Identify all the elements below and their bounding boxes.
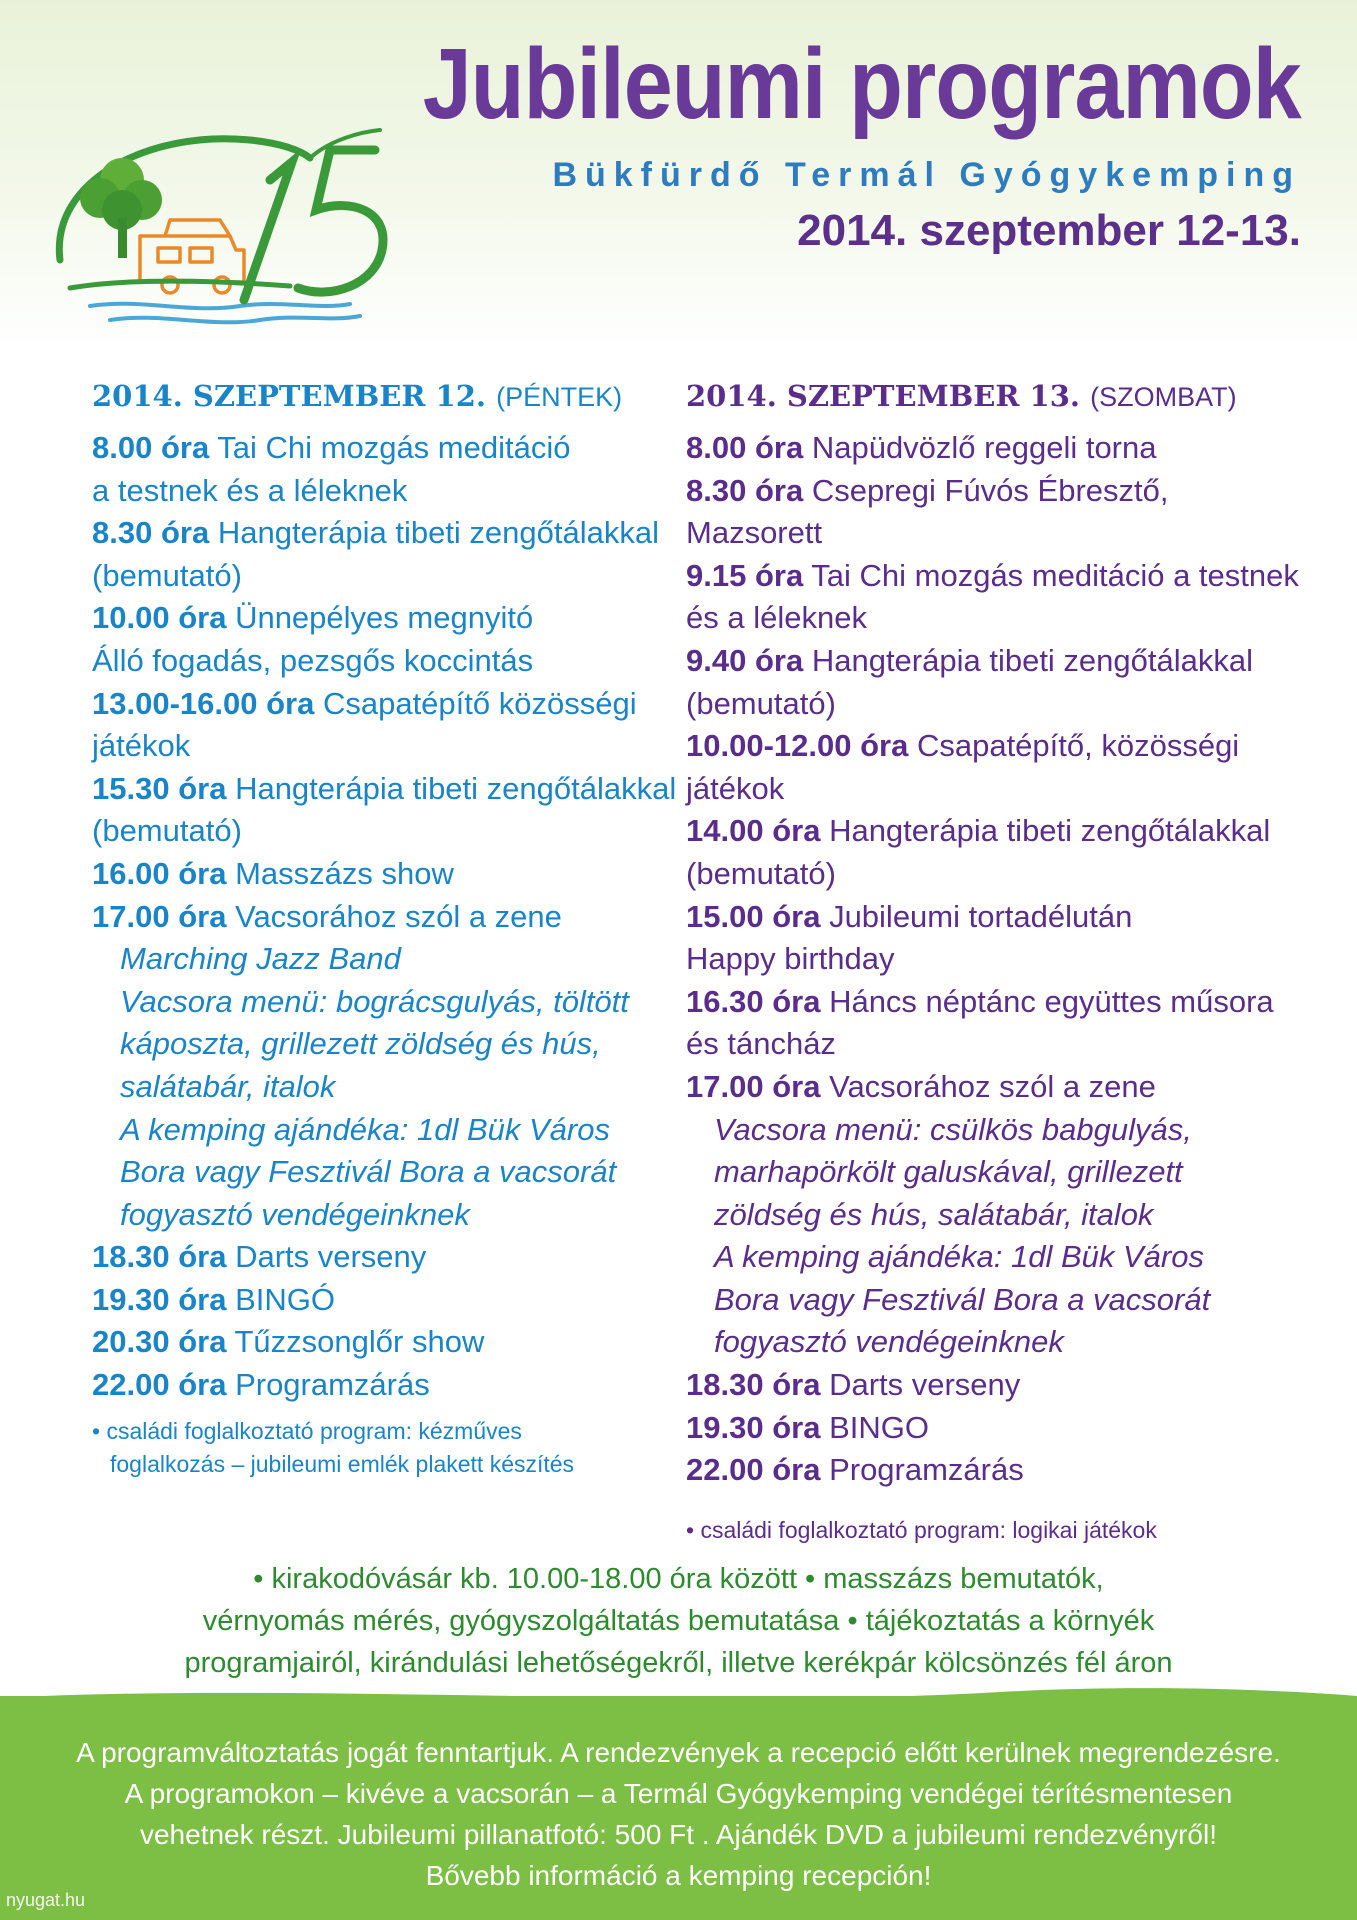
common-line: vérnyomás mérés, gyógyszolgáltatás bemutatása • tájékoztatás a környék (202, 1605, 1155, 1637)
day2-date: 2014. SZEPTEMBER 13. (686, 379, 1080, 413)
event-item (686, 1364, 1286, 1407)
event-text: Vacsorához szól a zene (829, 1068, 1156, 1104)
event-item (686, 810, 1286, 895)
dinner-line: Bora vagy Fesztivál Bora a vacsorát (714, 1281, 1211, 1317)
event-text: Hangterápia tibeti zengőtálakkal (829, 813, 1271, 849)
event-item (686, 555, 1299, 640)
event-text: Csapatépítő, közösségi (916, 728, 1240, 764)
day1-heading (92, 376, 692, 417)
event-text: Tai Chi mozgás meditáció (217, 430, 571, 465)
event-time: 16.30 óra (686, 983, 821, 1019)
event-item (92, 896, 692, 939)
event-text: (bemutató) (686, 685, 836, 721)
event-item (92, 1279, 692, 1322)
event-time: 9.15 óra (686, 557, 804, 593)
event-text: Ünnepélyes megnyitó (235, 600, 534, 636)
event-time: 17.00 óra (686, 1068, 821, 1104)
footer-line: Bővebb információ a kemping recepción! (425, 1860, 932, 1891)
event-text: Vacsorához szól a zene (235, 898, 562, 934)
dinner-details (686, 1109, 1286, 1365)
day2-weekday: (SZOMBAT) (1090, 382, 1237, 412)
dinner-line: Vacsora menü: csülkös babgulyás, (714, 1111, 1192, 1147)
event-text: játékok (92, 728, 191, 764)
event-time: 15.30 óra (92, 770, 227, 806)
dinner-line: marhapörkölt galuskával, grillezett (714, 1154, 1183, 1190)
footer-line: A programokon – kivéve a vacsorán – a Termál Gyógykemping vendégei térítésmentesen (124, 1778, 1233, 1809)
event-text: BINGÓ (235, 1281, 335, 1317)
event-time: 22.00 óra (92, 1367, 227, 1403)
event-time: 9.40 óra (686, 642, 804, 678)
dinner-line: Marching Jazz Band (120, 941, 401, 977)
event-time: 15.00 óra (686, 898, 821, 934)
event-text: Jubileumi tortadélután (829, 898, 1133, 934)
event-time: 8.30 óra (686, 472, 804, 508)
event-time: 16.00 óra (92, 855, 227, 891)
event-time: 19.30 óra (92, 1281, 227, 1317)
event-time: 8.30 óra (92, 515, 210, 551)
event-item (686, 640, 1286, 725)
event-time: 22.00 óra (686, 1452, 821, 1488)
event-time: 19.30 óra (686, 1409, 821, 1445)
event-text: Csepregi Fúvós Ébresztő, (811, 472, 1169, 508)
event-text: Darts verseny (235, 1239, 427, 1275)
event-text: Napüdvözlő reggeli torna (811, 430, 1157, 465)
common-info (0, 1558, 1357, 1684)
event-text: játékok (686, 770, 785, 806)
note-line: foglalkozás – jubileumi emlék plakett készítés (110, 1450, 575, 1477)
dinner-line: salátabár, italok (120, 1068, 336, 1104)
event-time: 18.30 óra (92, 1239, 227, 1275)
event-text: Hangterápia tibeti zengőtálakkal (235, 770, 677, 806)
day2-heading (686, 376, 1286, 417)
event-item (92, 427, 692, 512)
page-title: Jubileumi programok (422, 28, 1301, 140)
event-item (686, 1066, 1286, 1109)
number-15-icon (244, 150, 383, 300)
event-time: 13.00-16.00 óra (92, 685, 315, 721)
dinner-details (92, 938, 692, 1236)
event-text: (bemutató) (92, 813, 242, 849)
event-item (686, 1449, 1286, 1492)
event-time: 14.00 óra (686, 813, 821, 849)
event-time: 8.00 óra (686, 430, 804, 465)
event-item (686, 981, 1286, 1066)
event-text: Happy birthday (686, 941, 895, 977)
event-text: Darts verseny (829, 1367, 1021, 1403)
event-text: (bemutató) (686, 855, 836, 891)
dinner-line: A kemping ajándéka: 1dl Bük Város (120, 1111, 610, 1147)
event-text: Álló fogadás, pezsgős koccintás (92, 642, 534, 678)
day1-date: 2014. SZEPTEMBER 12. (92, 379, 486, 413)
event-item (92, 512, 692, 597)
event-text: és a léleknek (686, 600, 867, 636)
event-item (92, 597, 692, 682)
event-text: és táncház (686, 1026, 836, 1062)
event-text: BINGO (829, 1409, 929, 1445)
note-line: • családi foglalkoztató program: logikai játékok (686, 1516, 1157, 1543)
day1-column (92, 376, 692, 1481)
dinner-line: Bora vagy Fesztivál Bora a vacsorát (120, 1154, 617, 1190)
event-text: a testnek és a léleknek (92, 472, 408, 508)
dinner-line: fogyasztó vendégeinknek (120, 1196, 470, 1232)
family-program-note (686, 1514, 1286, 1547)
footer-line: A programváltoztatás jogát fenntartjuk. A rendezvények a recepció előtt kerülnek megrendezésre. (76, 1737, 1281, 1768)
water-icon (90, 304, 360, 323)
day1-weekday: (PÉNTEK) (496, 382, 623, 412)
event-item (92, 1236, 692, 1279)
day2-column (686, 376, 1299, 1547)
footer-line: vehetnek részt. Jubileumi pillanatfotó: 500 Ft . Ajándék DVD a jubileumi rendezvényről! (139, 1819, 1217, 1850)
event-text: Tai Chi mozgás meditáció a testnek (811, 557, 1299, 593)
dinner-line: A kemping ajándéka: 1dl Bük Város (714, 1239, 1204, 1275)
subtitle: Bükfürdő Termál Gyógykemping (552, 156, 1301, 194)
event-item (92, 683, 692, 768)
note-line: • családi foglalkoztató program: kézműves (92, 1417, 522, 1444)
event-text: Hangterápia tibeti zengőtálakkal (811, 642, 1254, 678)
tree-icon (80, 158, 162, 258)
dinner-line: Vacsora menü: bográcsgulyás, töltött (120, 983, 629, 1019)
event-text: Csapatépítő közösségi (322, 685, 637, 721)
footer-text (0, 1732, 1357, 1896)
event-text: Mazsorett (686, 515, 823, 551)
event-time: 8.00 óra (92, 430, 210, 465)
event-text: Hangterápia tibeti zengőtálakkal (217, 515, 660, 551)
common-line: programjairól, kirándulási lehetőségekről, illetve kerékpár kölcsönzés fél áron (184, 1647, 1173, 1679)
event-text: Masszázs show (235, 855, 454, 891)
event-text: Tűzzsonglőr show (234, 1324, 485, 1360)
dinner-line: fogyasztó vendégeinknek (714, 1324, 1064, 1360)
event-item (686, 725, 1286, 810)
event-item (92, 1321, 692, 1364)
event-time: 17.00 óra (92, 898, 227, 934)
camping-logo-icon (30, 110, 450, 350)
event-item (92, 768, 692, 853)
event-item (92, 853, 692, 896)
event-item (686, 470, 1286, 555)
event-item (92, 1364, 692, 1407)
event-text: Programzárás (235, 1367, 430, 1403)
watermark: nyugat.hu (6, 1890, 86, 1910)
dinner-line: káposzta, grillezett zöldség és hús, (120, 1026, 601, 1062)
event-text: Háncs néptánc együttes műsora (829, 983, 1274, 1019)
event-dates: 2014. szeptember 12-13. (797, 206, 1301, 255)
event-time: 20.30 óra (92, 1324, 227, 1360)
family-program-note (92, 1415, 692, 1481)
common-line: • kirakodóvásár kb. 10.00-18.00 óra között • masszázs bemutatók, (253, 1563, 1104, 1595)
dinner-line: zöldség és hús, salátabár, italok (714, 1196, 1154, 1232)
event-text: (bemutató) (92, 557, 242, 593)
event-item (686, 1407, 1286, 1450)
event-time: 10.00 óra (92, 600, 227, 636)
event-item (686, 427, 1286, 470)
event-text: Programzárás (829, 1452, 1024, 1488)
event-time: 18.30 óra (686, 1367, 821, 1403)
event-time: 10.00-12.00 óra (686, 728, 909, 764)
event-item (686, 896, 1286, 981)
